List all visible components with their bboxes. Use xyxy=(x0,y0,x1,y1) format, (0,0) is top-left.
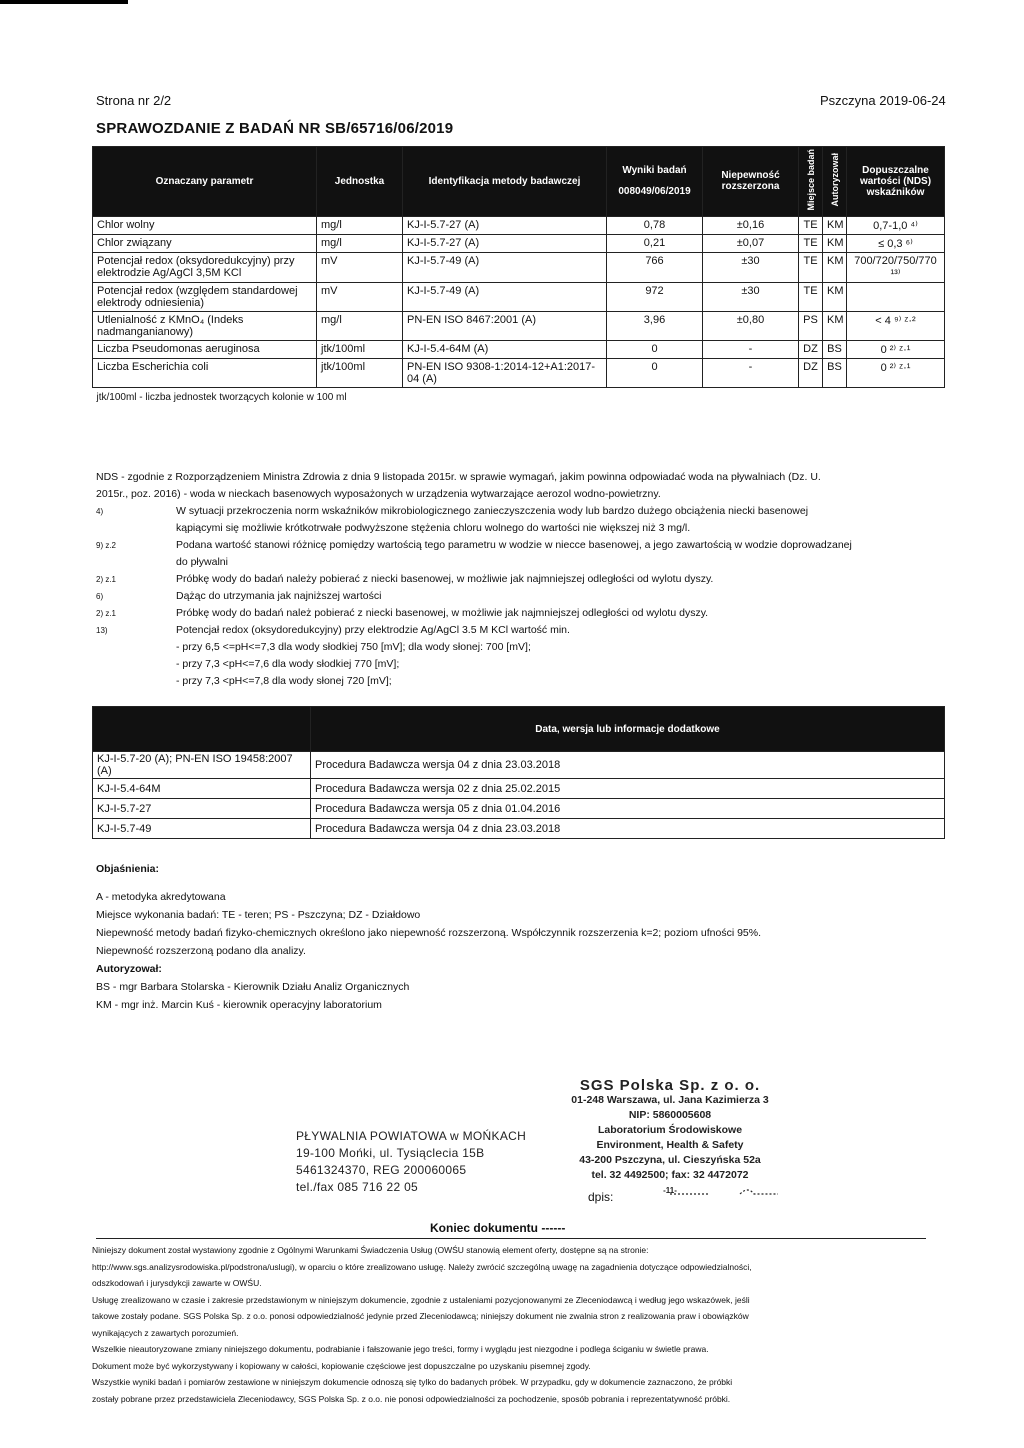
redox-limit xyxy=(96,673,856,690)
stamp-line: tel./fax 085 716 22 05 xyxy=(296,1180,419,1194)
cell-uncertainty: ±0,07 xyxy=(703,234,799,252)
cell-method: KJ-I-5.7-49 (A) xyxy=(403,252,607,282)
footnote-ref: 4) xyxy=(96,507,104,516)
table-row xyxy=(93,234,945,252)
cell-limit: 700/720/750/770 ¹³⁾ xyxy=(847,252,945,282)
cell-uncertainty: ±30 xyxy=(703,282,799,311)
stamp-line: Laboratorium Środowiskowe xyxy=(597,1124,743,1136)
table-row xyxy=(93,252,945,282)
cell-place: TE xyxy=(799,234,823,252)
footnotes xyxy=(96,503,856,690)
footnote-ref: 9) z.2 xyxy=(96,541,117,550)
cell-unit: jtk/100ml xyxy=(317,358,403,387)
col-uncertainty: Niepewność rozszerzona xyxy=(703,147,799,217)
cell-param: Liczba Escherichia coli xyxy=(93,358,317,387)
table-row xyxy=(93,819,945,839)
cell-result: 0,21 xyxy=(607,234,703,252)
cell-uncertainty: ±0,80 xyxy=(703,311,799,340)
cell-param: Liczba Pseudomonas aeruginosa xyxy=(93,340,317,358)
stamp-line: 5461324370, REG 200060065 xyxy=(296,1163,467,1177)
footnote xyxy=(96,622,856,639)
cell-place: TE xyxy=(799,252,823,282)
cell-uncertainty: - xyxy=(703,340,799,358)
cell-auth: BS xyxy=(823,358,847,387)
cell-place: TE xyxy=(799,216,823,234)
table-row xyxy=(93,358,945,387)
cell-auth: KM xyxy=(823,252,847,282)
explanations xyxy=(96,860,896,1014)
footnote-ref: 2) z.1 xyxy=(96,575,117,584)
cell-auth: KM xyxy=(823,234,847,252)
footer-line: Wszelkie nieautoryzowane zmiany niniejszego dokumentu, podrabianie i fałszowanie jego treści, formy i wyglądu jest niezgodne i podlega ściganiu w świetle prawa. xyxy=(92,1344,709,1354)
cell-param: Potencjał redox (względem standardowej elektrody odniesienia) xyxy=(93,282,317,311)
table-row xyxy=(93,282,945,311)
method-id: KJ-I-5.7-27 xyxy=(93,799,311,819)
table-row xyxy=(93,799,945,819)
stamp-line: NIP: 5860005608 xyxy=(628,1109,712,1121)
method-id: KJ-I-5.7-49 xyxy=(93,819,311,839)
cell-limit: < 4 ⁹⁾ ᶻ·² xyxy=(847,311,945,340)
table-row xyxy=(93,752,945,779)
footnote-ref: 13) xyxy=(96,626,108,635)
stamp-line: Environment, Health & Safety xyxy=(596,1139,744,1151)
cell-result: 0 xyxy=(607,358,703,387)
cell-method: KJ-I-5.7-49 (A) xyxy=(403,282,607,311)
place-date: Pszczyna 2019-06-24 xyxy=(820,93,946,108)
explanation-line: Niepewność rozszerzoną podano dla analizy. xyxy=(96,945,306,957)
scan-edge xyxy=(0,0,128,4)
auth-line: BS - mgr Barbara Stolarska - Kierownik Działu Analiz Organicznych xyxy=(96,981,410,993)
col-method: Identyfikacja metody badawczej xyxy=(403,147,607,217)
page-number: Strona nr 2/2 xyxy=(96,93,172,108)
footnote-text: Podana wartość stanowi różnicę pomiędzy wartością tego parametru w wodzie w niecce basenowej, a jego zawartością w wodzie doprowadzanej do pływalni xyxy=(176,539,852,568)
explanation-line: Miejsce wykonania badań: TE - teren; PS - Pszczyna; DZ - Działdowo xyxy=(96,909,421,921)
table-row xyxy=(93,311,945,340)
col-place xyxy=(799,147,823,217)
footer-line: takowe zostały podane. SGS Polska Sp. z o.o. ponosi odpowiedzialność jedynie przed Zleceniodawcą; niniejszy dokument nie zwalnia stron z realizowania praw i obowiązków xyxy=(92,1311,749,1321)
footnote xyxy=(96,571,856,588)
footnote-ref: 2) z.1 xyxy=(96,609,117,618)
cell-method: KJ-I-5.7-27 (A) xyxy=(403,234,607,252)
stamp-line: 43-200 Pszczyna, ul. Cieszyńska 52a xyxy=(579,1154,761,1166)
results-header-row xyxy=(93,147,945,217)
cell-result: 0 xyxy=(607,340,703,358)
footer-line: odszkodowań i jurysdykcji zawarte w OWŚU. xyxy=(92,1278,262,1288)
footnote xyxy=(96,503,856,537)
footer-line: zostały pobrane przez przedstawiciela Zleceniodawcy, SGS Polska Sp. z o.o. nie ponosi odpowiedzialności za pochodzenie, sposób pobrania i reprezentatywność próbki. xyxy=(92,1393,731,1404)
footer-line: Niniejszy dokument został wystawiony zgodnie z Ogólnymi Warunkami Świadczenia Usług (OWŚU stanowią element oferty, dostępne są na stronie: xyxy=(92,1245,649,1255)
end-of-document: Koniec dokumentu ------ xyxy=(430,1221,566,1235)
cell-param: Chlor związany xyxy=(93,234,317,252)
signature-label: dpis: xyxy=(588,1190,614,1204)
cell-auth: KM xyxy=(823,311,847,340)
cell-limit: 0 ²⁾ ᶻ·¹ xyxy=(847,358,945,387)
footnote-text: Próbkę wody do badań należ pobierać z niecki basenowej, w możliwie jak najmniejszej odległości od wylotu dyszy. xyxy=(176,607,709,619)
cell-param: Utlenialność z KMnO₄ (Indeks nadmanganianowy) xyxy=(93,311,317,340)
cell-uncertainty: ±30 xyxy=(703,252,799,282)
col-auth xyxy=(823,147,847,217)
cell-uncertainty: - xyxy=(703,358,799,387)
explanations-title: Objaśnienia: xyxy=(96,863,160,875)
redox-limit xyxy=(96,639,856,656)
cell-place: PS xyxy=(799,311,823,340)
methods-col-method xyxy=(93,707,311,752)
cell-result: 972 xyxy=(607,282,703,311)
stamp-line: 19-100 Mońki, ul. Tysiąclecia 15B xyxy=(296,1146,485,1160)
cell-result: 3,96 xyxy=(607,311,703,340)
method-info: Procedura Badawcza wersja 04 z dnia 23.03.2018 xyxy=(311,819,945,839)
method-info: Procedura Badawcza wersja 05 z dnia 01.04.2016 xyxy=(311,799,945,819)
cell-method: PN-EN ISO 9308-1:2014-12+A1:2017-04 (A) xyxy=(403,358,607,387)
redox-limit xyxy=(96,656,856,673)
cell-uncertainty: ±0,16 xyxy=(703,216,799,234)
cell-place: TE xyxy=(799,282,823,311)
footnote xyxy=(96,537,856,571)
redox-limit-text: - przy 7,3 <pH<=7,6 dla wody słodkiej 770 [mV]; xyxy=(176,658,400,670)
col-place-label: Miejsce badań xyxy=(805,149,816,211)
footnote-text: Dążąc do utrzymania jak najniższej wartości xyxy=(176,590,382,602)
methods-header-row xyxy=(93,707,945,752)
sgs-stamp xyxy=(520,1078,820,1198)
col-results xyxy=(607,147,703,217)
cell-unit: mg/l xyxy=(317,234,403,252)
cell-unit: jtk/100ml xyxy=(317,340,403,358)
cell-limit xyxy=(847,282,945,311)
table-row xyxy=(93,216,945,234)
cell-auth: KM xyxy=(823,282,847,311)
method-info: Procedura Badawcza wersja 04 z dnia 23.03.2018 xyxy=(311,752,945,779)
table-row xyxy=(93,779,945,799)
footnote xyxy=(96,605,856,622)
pool-stamp xyxy=(296,1128,556,1196)
cell-method: KJ-I-5.7-27 (A) xyxy=(403,216,607,234)
cell-auth: BS xyxy=(823,340,847,358)
cell-result: 766 xyxy=(607,252,703,282)
footer-divider xyxy=(96,1238,926,1239)
report-title: SPRAWOZDANIE Z BADAŃ NR SB/65716/06/2019 xyxy=(96,120,454,137)
col-limit: Dopuszczalne wartości (NDS) wskaźników xyxy=(847,147,945,217)
cell-limit: 0 ²⁾ ᶻ·¹ xyxy=(847,340,945,358)
footer-line: Usługę zrealizowano w czasie i zakresie przedstawionym w niniejszym dokumencie, zgodnie z ustaleniami pozycjonowanymi ze Zleceniodawcą i według jego wskazówek, jeśli xyxy=(92,1294,750,1305)
cell-place: DZ xyxy=(799,340,823,358)
cell-auth: KM xyxy=(823,216,847,234)
method-id: KJ-I-5.7-20 (A); PN-EN ISO 19458:2007 (A) xyxy=(93,752,311,779)
cell-unit: mg/l xyxy=(317,311,403,340)
cell-unit: mg/l xyxy=(317,216,403,234)
legend-row xyxy=(93,387,945,405)
cell-unit: mV xyxy=(317,282,403,311)
cell-method: KJ-I-5.4-64M (A) xyxy=(403,340,607,358)
auth-title: Autoryzował: xyxy=(96,963,162,975)
footnote-ref: 6) xyxy=(96,592,104,601)
auth-line: KM - mgr inż. Marcin Kuś - kierownik operacyjny laboratorium xyxy=(96,999,382,1011)
cell-method: PN-EN ISO 8467:2001 (A) xyxy=(403,311,607,340)
col-unit: Jednostka xyxy=(317,147,403,217)
footnote xyxy=(96,588,856,605)
signature-scribble xyxy=(650,1182,780,1202)
explanation-line: A - metodyka akredytowana xyxy=(96,891,226,903)
methods-col-info: Data, wersja lub informacje dodatkowe xyxy=(311,707,945,752)
col-auth-label: Autoryzował xyxy=(829,153,840,207)
cell-result: 0,78 xyxy=(607,216,703,234)
unit-legend: jtk/100ml - liczba jednostek tworzących kolonie w 100 ml xyxy=(96,391,347,403)
nds-note: NDS - zgodnie z Rozporządzeniem Ministra Zdrowia z dnia 9 listopada 2015r. w sprawie wymagań, jakim powinna odpowiadać woda na pływalniach (Dz. U. 2015r., poz. 2016) - woda w nieckach basenowych wyposażonych w urządzenia wytwarzające aerozol wodno-powietrzny. xyxy=(96,471,821,500)
redox-limit-text: - przy 6,5 <=pH<=7,3 dla wody słodkiej 750 [mV]; dla wody słonej: 700 [mV]; xyxy=(176,641,531,653)
footer-line: wynikających z zawartych porozumień. xyxy=(92,1327,239,1338)
footer-line: Dokument może być wykorzystywany i kopiowany w całości, kopiowanie częściowe jest dopuszczalne po uzyskaniu pisemnej zgody. xyxy=(92,1360,591,1371)
methods-table xyxy=(92,706,945,839)
col-param: Oznaczany parametr xyxy=(93,147,317,217)
cell-param: Potencjał redox (oksydoredukcyjny) przy elektrodzie Ag/AgCl 3,5M KCl xyxy=(93,252,317,282)
stamp-line: SGS Polska Sp. z o. o. xyxy=(579,1077,761,1094)
cell-limit: 0,7-1,0 ⁴⁾ xyxy=(847,216,945,234)
cell-limit: ≤ 0,3 ⁶⁾ xyxy=(847,234,945,252)
footnote-text: Potencjał redox (oksydoredukcyjny) przy elektrodzie Ag/AgCl 3.5 M KCl wartość min. xyxy=(176,624,570,636)
table-row xyxy=(93,340,945,358)
cell-place: DZ xyxy=(799,358,823,387)
stamp-line: -11- xyxy=(663,1186,677,1195)
footer-line: Wszystkie wyniki badań i pomiarów zestawione w niniejszym dokumencie odnoszą się tylko do badanych próbek. W przypadku, gdy w dokumencie zaznaczono, że próbki xyxy=(92,1377,733,1387)
footnote-text: Próbkę wody do badań należy pobierać z niecki basenowej, w możliwie jak najmniejszej odległości od wylotu dyszy. xyxy=(176,573,714,585)
results-table xyxy=(92,146,945,405)
footer-disclaimer xyxy=(92,1242,892,1407)
stamp-line: PŁYWALNIA POWIATOWA w MOŃKACH xyxy=(296,1129,527,1143)
cell-param: Chlor wolny xyxy=(93,216,317,234)
col-sample-id: 008049/06/2019 xyxy=(618,186,691,198)
method-id: KJ-I-5.4-64M xyxy=(93,779,311,799)
cell-unit: mV xyxy=(317,252,403,282)
col-results-label: Wyniki badań xyxy=(622,165,687,177)
method-info: Procedura Badawcza wersja 02 z dnia 25.02.2015 xyxy=(311,779,945,799)
stamp-line: tel. 32 4492500; fax: 32 4472072 xyxy=(591,1169,749,1181)
stamp-line: 01-248 Warszawa, ul. Jana Kazimierza 3 xyxy=(571,1094,769,1106)
explanation-line: Niepewność metody badań fizyko-chemicznych określono jako niepewność rozszerzoną. Współczynnik rozszerzenia k=2; poziom ufności 95%. xyxy=(96,927,762,939)
footer-line: http://www.sgs.analizysrodowiska.pl/podstrona/uslugi), w oparciu o które zrealizowano usługę. Należy zwrócić szczególną uwagę na zagadnienia dotyczące odpowiedzialności, xyxy=(92,1261,752,1272)
redox-limit-text: - przy 7,3 <pH<=7,8 dla wody słonej 720 [mV]; xyxy=(176,675,392,687)
footnote-text: W sytuacji przekroczenia norm wskaźników mikrobiologicznego zanieczyszczenia wody lub bardzo dużego obciążenia niecki basenowej kąpiącymi się możliwie krótkotrwałe podwyższone stężenia chloru wolnego do wartości nie większej niż 3 mg/l. xyxy=(176,505,809,534)
